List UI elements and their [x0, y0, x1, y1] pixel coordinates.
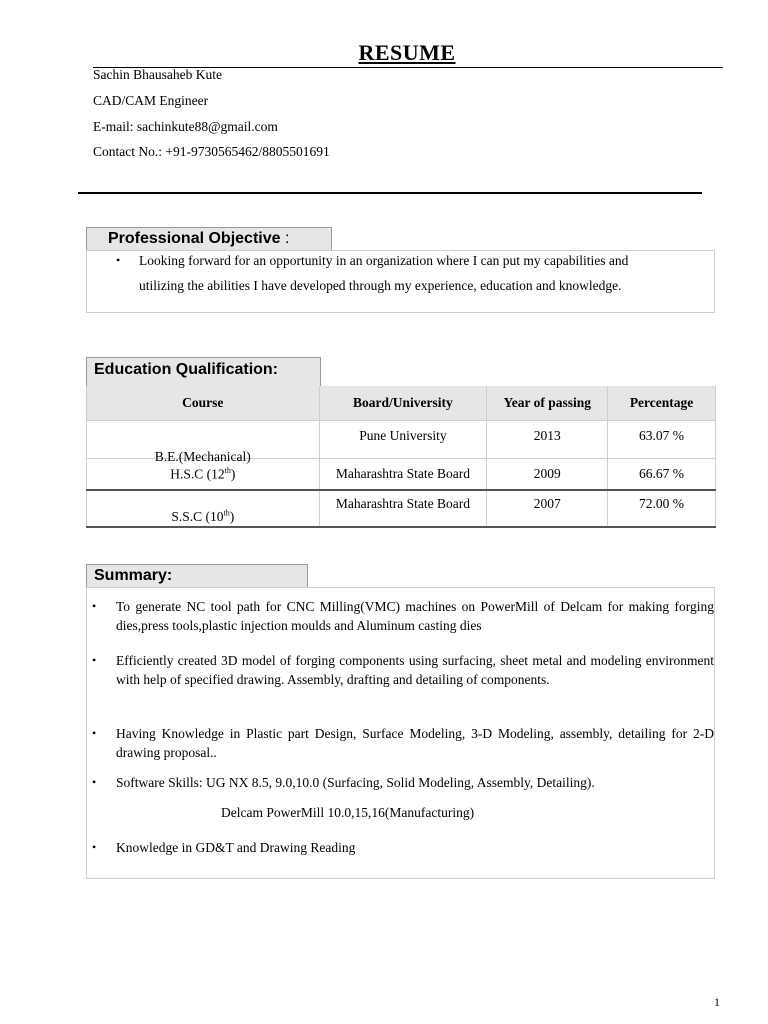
phone-label: Contact No.:	[93, 144, 162, 159]
course-suffix: )	[229, 509, 235, 524]
course-name: H.S.C (12	[170, 466, 225, 482]
percentage-cell: 66.67 %	[608, 459, 716, 491]
education-table	[86, 386, 716, 528]
year-cell: 2007	[487, 490, 608, 527]
summary-heading: Summary:	[86, 564, 308, 588]
col-percentage: Percentage	[608, 386, 716, 421]
bullet-icon: •	[92, 775, 97, 789]
objective-text	[139, 248, 709, 298]
objective-heading-text: Professional Objective	[108, 230, 281, 247]
board-cell: Maharashtra State Board	[319, 459, 487, 491]
objective-text-line-1: Looking forward for an opportunity in an organization where I can put my capabilities and	[139, 253, 629, 268]
course-name: S.S.C (10	[171, 509, 224, 524]
summary-item-text: Knowledge in GD&T and Drawing Reading	[116, 840, 356, 855]
course-cell	[87, 490, 320, 527]
table-row	[87, 421, 716, 459]
summary-item-text: Efficiently created 3D model of forging components using surfacing, sheet metal and modeling environment with help of specified drawing. Assembly, drafting and detailing of components.	[116, 653, 714, 687]
summary-item	[92, 724, 714, 762]
bullet-icon: •	[92, 840, 97, 854]
year-cell: 2013	[487, 421, 608, 459]
board-cell: Pune University	[319, 421, 487, 459]
header-divider	[78, 192, 702, 194]
resume-title: RESUME	[358, 40, 456, 65]
table-row	[87, 490, 716, 527]
email-label: E-mail:	[93, 119, 134, 134]
course-superscript: th	[224, 465, 231, 475]
bullet-icon: •	[92, 726, 97, 740]
phone-line	[93, 144, 330, 160]
course-superscript: th	[223, 508, 230, 518]
bullet-icon: •	[92, 599, 97, 613]
education-heading: Education Qualification:	[86, 357, 321, 387]
bullet-icon: •	[92, 653, 97, 667]
year-cell: 2009	[487, 459, 608, 491]
percentage-cell: 63.07 %	[608, 421, 716, 459]
summary-item-text: To generate NC tool path for CNC Milling(VMC) machines on PowerMill of Delcam for making forging dies,press tools,plastic injection moulds and Aluminum casting dies	[116, 599, 714, 633]
summary-item-text: Having Knowledge in Plastic part Design, Surface Modeling, 3-D Modeling, assembly, detailing for 2-D drawing proposal..	[116, 726, 714, 760]
course-name: B.E.(Mechanical)	[154, 449, 251, 464]
board-cell: Maharashtra State Board	[319, 490, 487, 527]
summary-item	[92, 597, 714, 635]
course-suffix: )	[230, 466, 236, 482]
email-line	[93, 119, 278, 135]
summary-item	[92, 651, 714, 689]
summary-item	[92, 773, 714, 792]
objective-text-line-2: utilizing the abilities I have developed through my experience, education and knowledge.	[139, 278, 622, 293]
summary-item-text: Software Skills: UG NX 8.5, 9.0,10.0 (Surfacing, Solid Modeling, Assembly, Detailing).	[116, 775, 595, 790]
col-board: Board/University	[319, 386, 487, 421]
software-skills-continuation: Delcam PowerMill 10.0,15,16(Manufacturing)	[221, 805, 475, 820]
email-address[interactable]: sachinkute88@gmail.com	[136, 119, 278, 134]
objective-bullet: •	[116, 253, 121, 267]
summary-item	[92, 838, 714, 857]
education-header-row	[87, 386, 716, 421]
candidate-name: Sachin Bhausaheb Kute	[93, 67, 222, 82]
phone-number: +91-9730565462/8805501691	[165, 144, 330, 159]
percentage-cell: 72.00 %	[608, 490, 716, 527]
page-number: 1	[714, 995, 720, 1009]
col-course: Course	[87, 386, 320, 421]
course-cell	[87, 421, 320, 464]
col-year: Year of passing	[487, 386, 608, 421]
objective-heading-colon: :	[284, 230, 290, 247]
candidate-role: CAD/CAM Engineer	[93, 93, 209, 108]
